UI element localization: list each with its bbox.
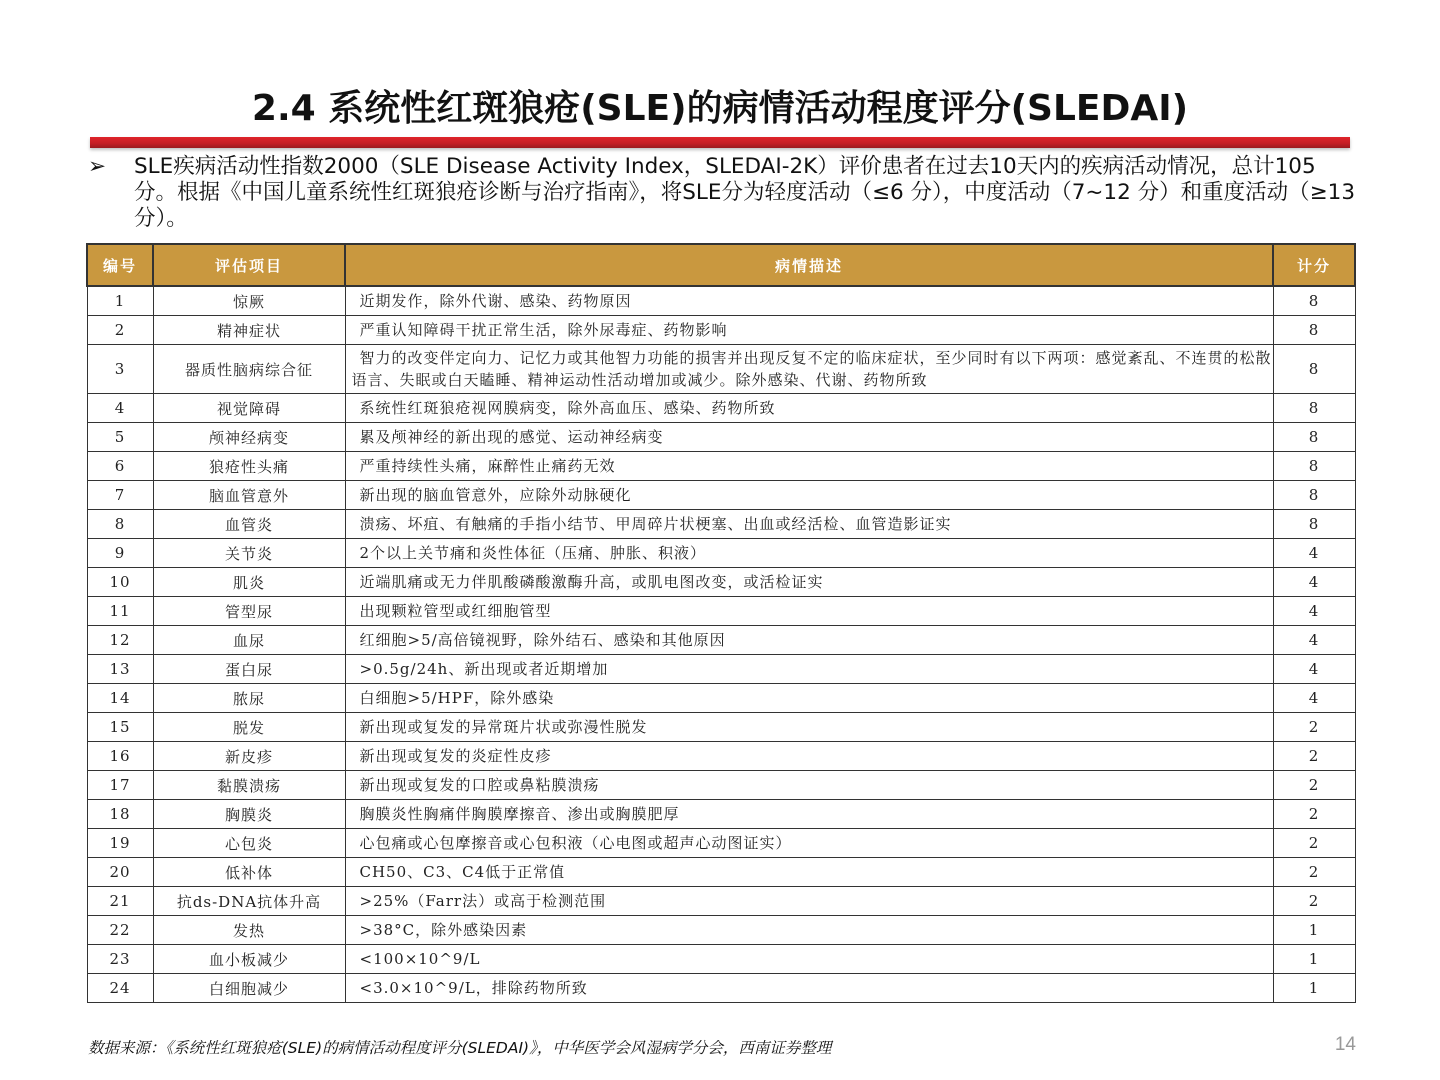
cell-item: 蛋白尿: [153, 655, 345, 684]
table-row: [87, 713, 1355, 742]
cell-desc: 新出现或复发的异常斑片状或弥漫性脱发: [345, 713, 1273, 742]
page-title: 2.4 系统性红斑狼疮(SLE)的病情活动程度评分(SLEDAI): [251, 88, 1189, 129]
cell-item: 精神症状: [153, 316, 345, 345]
cell-desc: 系统性红斑狼疮视网膜病变，除外高血压、感染、药物所致: [345, 394, 1273, 423]
cell-desc: >38°C，除外感染因素: [345, 916, 1273, 945]
cell-score: 8: [1273, 394, 1355, 423]
cell-score: 2: [1273, 858, 1355, 887]
cell-score: 1: [1273, 974, 1355, 1003]
table-row: [87, 771, 1355, 800]
title-divider-bar: [90, 137, 1350, 148]
cell-desc: 严重持续性头痛，麻醉性止痛药无效: [345, 452, 1273, 481]
table-row: [87, 829, 1355, 858]
cell-no: 7: [87, 481, 153, 510]
cell-score: 4: [1273, 626, 1355, 655]
table-row: [87, 316, 1355, 345]
cell-desc: 胸膜炎性胸痛伴胸膜摩擦音、渗出或胸膜肥厚: [345, 800, 1273, 829]
cell-desc: 新出现的脑血管意外，应除外动脉硬化: [345, 481, 1273, 510]
table-row: [87, 597, 1355, 626]
cell-score: 8: [1273, 286, 1355, 316]
cell-item: 脑血管意外: [153, 481, 345, 510]
cell-no: 10: [87, 568, 153, 597]
table-row: [87, 510, 1355, 539]
cell-no: 12: [87, 626, 153, 655]
cell-score: 4: [1273, 655, 1355, 684]
table-row: [87, 916, 1355, 945]
cell-no: 4: [87, 394, 153, 423]
cell-score: 4: [1273, 539, 1355, 568]
cell-score: 4: [1273, 597, 1355, 626]
cell-item: 惊厥: [153, 286, 345, 316]
cell-no: 20: [87, 858, 153, 887]
table-body: [87, 286, 1355, 1003]
cell-desc: >0.5g/24h、新出现或者近期增加: [345, 655, 1273, 684]
cell-item: 新皮疹: [153, 742, 345, 771]
cell-no: 6: [87, 452, 153, 481]
cell-item: 视觉障碍: [153, 394, 345, 423]
cell-score: 8: [1273, 452, 1355, 481]
cell-desc: <100×10^9/L: [345, 945, 1273, 974]
cell-score: 1: [1273, 916, 1355, 945]
cell-item: 心包炎: [153, 829, 345, 858]
table-row: [87, 626, 1355, 655]
cell-item: 白细胞减少: [153, 974, 345, 1003]
cell-item: 血管炎: [153, 510, 345, 539]
cell-no: 13: [87, 655, 153, 684]
cell-item: 血小板减少: [153, 945, 345, 974]
table-row: [87, 655, 1355, 684]
source-note: 数据来源：《系统性红斑狼疮(SLE)的病情活动程度评分(SLEDAI)》，中华医学会风湿病学分会，西南证券整理: [88, 1039, 832, 1057]
cell-item: 肌炎: [153, 568, 345, 597]
cell-desc: 出现颗粒管型或红细胞管型: [345, 597, 1273, 626]
cell-score: 2: [1273, 713, 1355, 742]
cell-item: 脱发: [153, 713, 345, 742]
cell-no: 23: [87, 945, 153, 974]
cell-no: 11: [87, 597, 153, 626]
cell-desc: <3.0×10^9/L，排除药物所致: [345, 974, 1273, 1003]
table-row: [87, 452, 1355, 481]
cell-no: 2: [87, 316, 153, 345]
cell-item: 狼疮性头痛: [153, 452, 345, 481]
cell-desc: 近期发作，除外代谢、感染、药物原因: [345, 286, 1273, 316]
cell-desc: CH50、C3、C4低于正常值: [345, 858, 1273, 887]
cell-no: 21: [87, 887, 153, 916]
intro-text: SLE疾病活动性指数2000（SLE Disease Activity Index，SLEDAI-2K）评价患者在过去10天内的疾病活动情况，总计105分。根据《中国儿童系统性红斑狼疮诊断与治疗指南》，将SLE分为轻度活动（≤6 分），中度活动（7~12 分）和重度活动（≥13 分）。: [134, 154, 1356, 231]
bullet-arrow-icon: ➢: [88, 154, 107, 179]
cell-no: 16: [87, 742, 153, 771]
cell-score: 4: [1273, 684, 1355, 713]
table-row: [87, 742, 1355, 771]
cell-no: 9: [87, 539, 153, 568]
sledai-table: [86, 243, 1356, 1003]
cell-desc: 智力的改变伴定向力、记忆力或其他智力功能的损害并出现反复不定的临床症状，至少同时有以下两项：感觉紊乱、不连贯的松散语言、失眠或白天瞌睡、精神运动性活动增加或减少。除外感染、代谢、药物所致: [345, 345, 1273, 394]
cell-item: 低补体: [153, 858, 345, 887]
cell-desc: 新出现或复发的口腔或鼻粘膜溃疡: [345, 771, 1273, 800]
intro-paragraph: [88, 154, 1358, 232]
cell-desc: 新出现或复发的炎症性皮疹: [345, 742, 1273, 771]
cell-no: 18: [87, 800, 153, 829]
cell-no: 15: [87, 713, 153, 742]
cell-desc: 累及颅神经的新出现的感觉、运动神经病变: [345, 423, 1273, 452]
table-header-row: [87, 244, 1355, 286]
cell-desc: 2个以上关节痛和炎性体征（压痛、肿胀、积液）: [345, 539, 1273, 568]
cell-no: 1: [87, 286, 153, 316]
table-row: [87, 858, 1355, 887]
cell-score: 8: [1273, 423, 1355, 452]
cell-score: 8: [1273, 481, 1355, 510]
table-row: [87, 568, 1355, 597]
cell-score: 8: [1273, 345, 1355, 394]
cell-score: 2: [1273, 742, 1355, 771]
cell-no: 24: [87, 974, 153, 1003]
page-number: 14: [1334, 1034, 1356, 1055]
cell-no: 14: [87, 684, 153, 713]
cell-item: 发热: [153, 916, 345, 945]
cell-desc: 白细胞>5/HPF，除外感染: [345, 684, 1273, 713]
cell-item: 关节炎: [153, 539, 345, 568]
cell-item: 胸膜炎: [153, 800, 345, 829]
cell-desc: 心包痛或心包摩擦音或心包积液（心电图或超声心动图证实）: [345, 829, 1273, 858]
table-row: [87, 974, 1355, 1003]
cell-desc: 近端肌痛或无力伴肌酸磷酸激酶升高，或肌电图改变，或活检证实: [345, 568, 1273, 597]
cell-item: 抗ds-DNA抗体升高: [153, 887, 345, 916]
header-no: 编号: [87, 244, 153, 286]
cell-score: 8: [1273, 316, 1355, 345]
cell-score: 4: [1273, 568, 1355, 597]
table-row: [87, 481, 1355, 510]
cell-item: 颅神经病变: [153, 423, 345, 452]
cell-desc: 严重认知障碍干扰正常生活，除外尿毒症、药物影响: [345, 316, 1273, 345]
cell-score: 2: [1273, 800, 1355, 829]
cell-desc: 溃疡、坏疽、有触痛的手指小结节、甲周碎片状梗塞、出血或经活检、血管造影证实: [345, 510, 1273, 539]
header-score: 计分: [1273, 244, 1355, 286]
table-row: [87, 945, 1355, 974]
cell-item: 脓尿: [153, 684, 345, 713]
cell-score: 2: [1273, 771, 1355, 800]
cell-score: 1: [1273, 945, 1355, 974]
cell-item: 血尿: [153, 626, 345, 655]
table-row: [87, 887, 1355, 916]
cell-item: 黏膜溃疡: [153, 771, 345, 800]
table-row: [87, 684, 1355, 713]
cell-score: 2: [1273, 887, 1355, 916]
header-desc: 病情描述: [345, 244, 1273, 286]
cell-no: 5: [87, 423, 153, 452]
cell-no: 19: [87, 829, 153, 858]
cell-no: 8: [87, 510, 153, 539]
cell-no: 17: [87, 771, 153, 800]
table-row: [87, 423, 1355, 452]
table-row: [87, 345, 1355, 394]
cell-desc: >25%（Farr法）或高于检测范围: [345, 887, 1273, 916]
cell-score: 2: [1273, 829, 1355, 858]
cell-score: 8: [1273, 510, 1355, 539]
cell-no: 22: [87, 916, 153, 945]
cell-desc: 红细胞>5/高倍镜视野，除外结石、感染和其他原因: [345, 626, 1273, 655]
table-row: [87, 539, 1355, 568]
table-row: [87, 286, 1355, 316]
cell-no: 3: [87, 345, 153, 394]
header-item: 评估项目: [153, 244, 345, 286]
cell-item: 管型尿: [153, 597, 345, 626]
table-row: [87, 394, 1355, 423]
table-row: [87, 800, 1355, 829]
cell-item: 器质性脑病综合征: [153, 345, 345, 394]
